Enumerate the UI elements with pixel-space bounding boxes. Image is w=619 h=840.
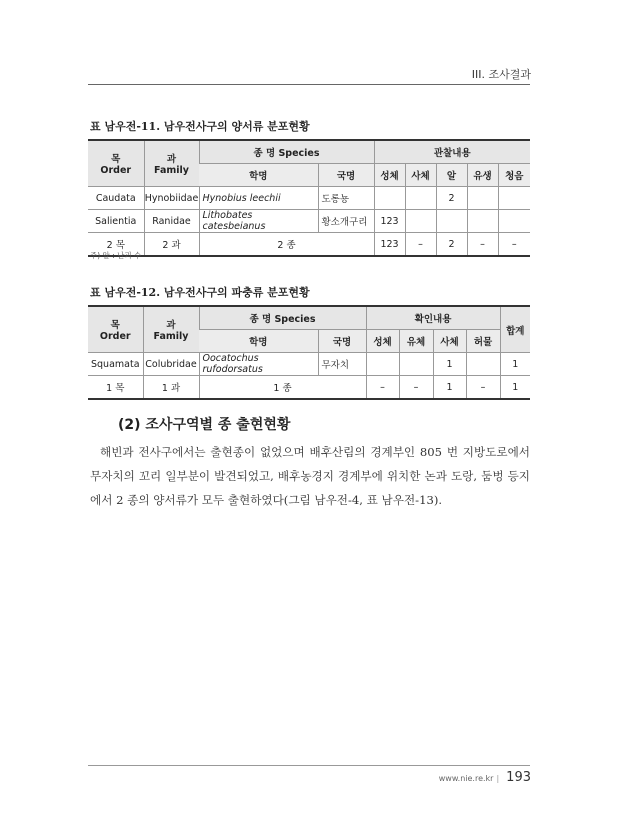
- table-total-row: 1 목 1 과 1 종 – – 1 – 1: [88, 376, 530, 400]
- table-row: Caudata Hynobiidae Hynobius leechii 도롱뇽 2: [88, 187, 530, 210]
- page-footer: [439, 770, 531, 785]
- table2-title: 표 남우전-12. 남우전사구의 파충류 분포현황: [90, 286, 310, 299]
- header-slough: 허물: [466, 330, 500, 353]
- table1-title: 표 남우전-11. 남우전사구의 양서류 분포현황: [90, 120, 310, 133]
- table-total-row: 2 목 2 과 2 종 123 – 2 – –: [88, 233, 530, 257]
- header-species: 종 명 Species: [199, 306, 366, 330]
- header-korean: 국명: [318, 164, 374, 187]
- header-scientific: 학명: [199, 330, 318, 353]
- header-carcass: 사체: [405, 164, 436, 187]
- header-observation: 관찰내용: [374, 140, 530, 164]
- footer-separator: |: [496, 774, 500, 783]
- table-row: Squamata Colubridae Oocatochus rufodorsatus 무자치 1 1: [88, 353, 530, 376]
- header-family: 과 Family: [143, 306, 199, 353]
- chapter-header: III. 조사결과: [471, 68, 531, 81]
- header-scientific: 학명: [199, 164, 318, 187]
- table1-note: 주) 알 : 난괴 수: [90, 251, 142, 260]
- header-larva: 유생: [467, 164, 498, 187]
- header-confirmation: 확인내용: [366, 306, 500, 330]
- header-order: 목 Order: [88, 140, 144, 187]
- footer-url: www.nie.re.kr: [438, 774, 494, 783]
- header-korean: 국명: [318, 330, 366, 353]
- header-call: 청음: [498, 164, 530, 187]
- header-egg: 알: [436, 164, 467, 187]
- header-adult: 성체: [366, 330, 399, 353]
- header-family: 과 Family: [144, 140, 199, 187]
- footer-rule: [88, 765, 530, 766]
- page-number: 193: [506, 770, 531, 785]
- header-order: 목 Order: [88, 306, 143, 353]
- header-rule: [88, 84, 530, 85]
- section-heading: (2) 조사구역별 종 출현현황: [118, 417, 291, 433]
- header-adult: 성체: [374, 164, 405, 187]
- table-row: Salientia Ranidae Lithobates catesbeianus 황소개구리 123: [88, 210, 530, 233]
- body-paragraph: 해빈과 전사구에서는 출현종이 없었으며 배후산림의 경계부인 805 번 지방도로에서 무자치의 꼬리 일부분이 발견되었고, 배후농경지 경계부에 위치한 논과 도랑, 둠벙 등지에서 2 종의 양서류가 모두 출현하였다(그림 남우전-4, 표 남우전-13).: [90, 445, 530, 507]
- header-juvenile: 유체: [399, 330, 433, 353]
- header-species: 종 명 Species: [199, 140, 374, 164]
- amphibian-table: [88, 139, 530, 257]
- reptile-table: [88, 305, 530, 400]
- header-sum: 합계: [500, 306, 530, 353]
- header-carcass: 사체: [433, 330, 466, 353]
